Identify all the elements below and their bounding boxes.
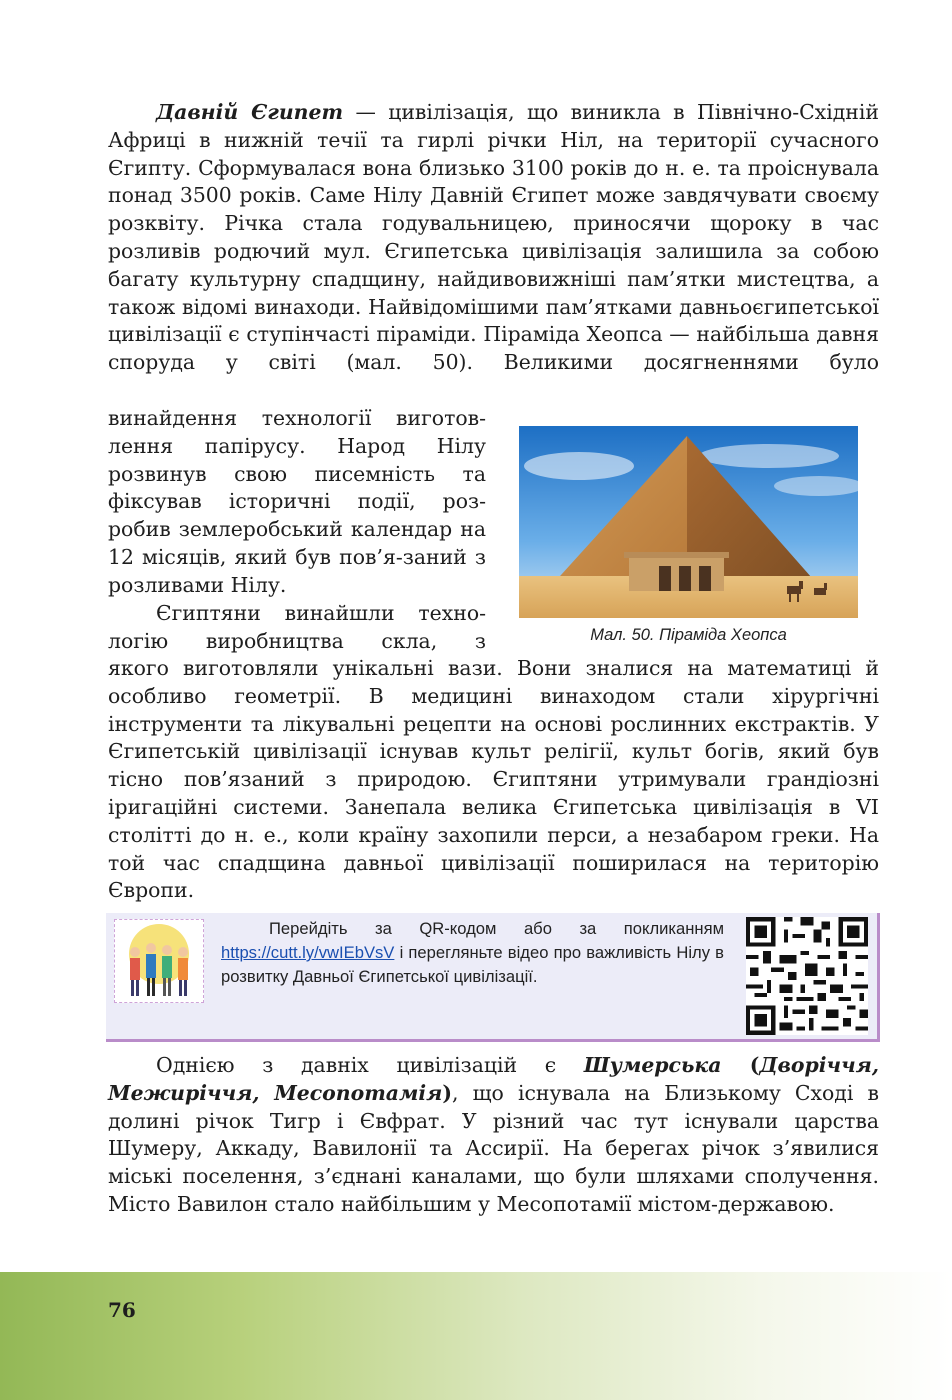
paragraph-sumer bbox=[108, 1052, 879, 1219]
pyramid-image bbox=[519, 426, 858, 618]
figure-caption: Мал. 50. Піраміда Хеопса bbox=[590, 626, 787, 644]
term-mesopotamia: Дворіччя, Межиріччя, Месопотамія bbox=[108, 1053, 879, 1105]
qr-note-box bbox=[106, 913, 880, 1042]
paragraph-glass-rest: якого виготовляли унікальні вази. Вони зналися на математиці й особливо геометрії. В медицині винаходом стали хірургічні інструменти та лікувальні рецепти на основі рослинних екстрактів. У Єгипетській цивілізації існував культ релігії, культ богів, який був тісно пов’язаний з природою. Єгиптяни утримували грандіозні іригаційні системи. Занепала велика Єгипетська цивілізація в VI столітті до н. е., коли країну захопили перси, а незабаром греки. На той час спадщина давньої цивілізації поширилася на територію Європи. bbox=[108, 656, 879, 903]
qr-code[interactable] bbox=[746, 917, 868, 1035]
paragraph-text: Однією з давніх цивілізацій є bbox=[156, 1053, 584, 1077]
paragraph-text: , що існувала на Близькому Сході в долині річок Тигр і Євфрат. У різний час тут існували царства Шумеру, Аккаду, Вавилонії та Ассирії. На берегах річок з’явилися міські поселення, з’єднані каналами, що були шляхами сполучення. Місто Вавилон стало найбільшим у Месопотамії містом-державою. bbox=[108, 1080, 879, 1216]
paren-close: ) bbox=[442, 1080, 452, 1105]
term-ancient-egypt: Давній Єгипет bbox=[156, 100, 344, 124]
people-illustration bbox=[114, 919, 204, 1003]
paren-open: ( bbox=[721, 1053, 760, 1077]
paragraph-papyrus: винайдення технології виготов-лення папірусу. Народ Нілу розвинув свою писемність та фіксував історичні події, роз-робив землеробський календар на 12 місяців, який був пов’я-заний з розливами Нілу. bbox=[108, 406, 486, 597]
paragraph-ancient-egypt bbox=[108, 99, 879, 377]
video-link[interactable]: https://cutt.ly/vwIEbVsV bbox=[221, 943, 395, 962]
page-number: 76 bbox=[108, 1298, 136, 1322]
footer-band bbox=[0, 1272, 952, 1400]
term-sumer: Шумерська bbox=[583, 1053, 722, 1077]
qr-note-text-before: Перейдіть за QR-кодом або за покликанням bbox=[269, 919, 724, 938]
paragraph-text: — цивілізація, що виникла в Північно-Східній Африці в нижній течії та гирлі річки Ніл, на території сучасного Єгипту. Сформувалася вона близько 3100 років до н. е. та проіснувала понад 3500 років. Саме Нілу Давній Єгипет може завдячувати своєму розквіту. Річка стала годувальницею, приносячи щороку в час розливів родючий мул. Єгипетська цивілізація залишила за собою багату культурну спадщину, найдивовижніші пам’ятки мистецтва, а також відомі винаходи. Найвідомішими пам’ятками давньоєгипетської цивілізації є ступінчасті піраміди. Піраміда Хеопса — найбільша давня споруда у світі (мал. 50). Великими досягненнями було bbox=[108, 100, 880, 375]
qr-note-text-after: і перегляньте відео про важливість Нілу в розвитку Давньої Єгипетської цивілізації. bbox=[221, 943, 724, 986]
paragraph-glass-start: Єгиптяни винайшли техно-логію виробництва скла, з bbox=[108, 601, 486, 653]
qr-note-text bbox=[221, 917, 724, 989]
